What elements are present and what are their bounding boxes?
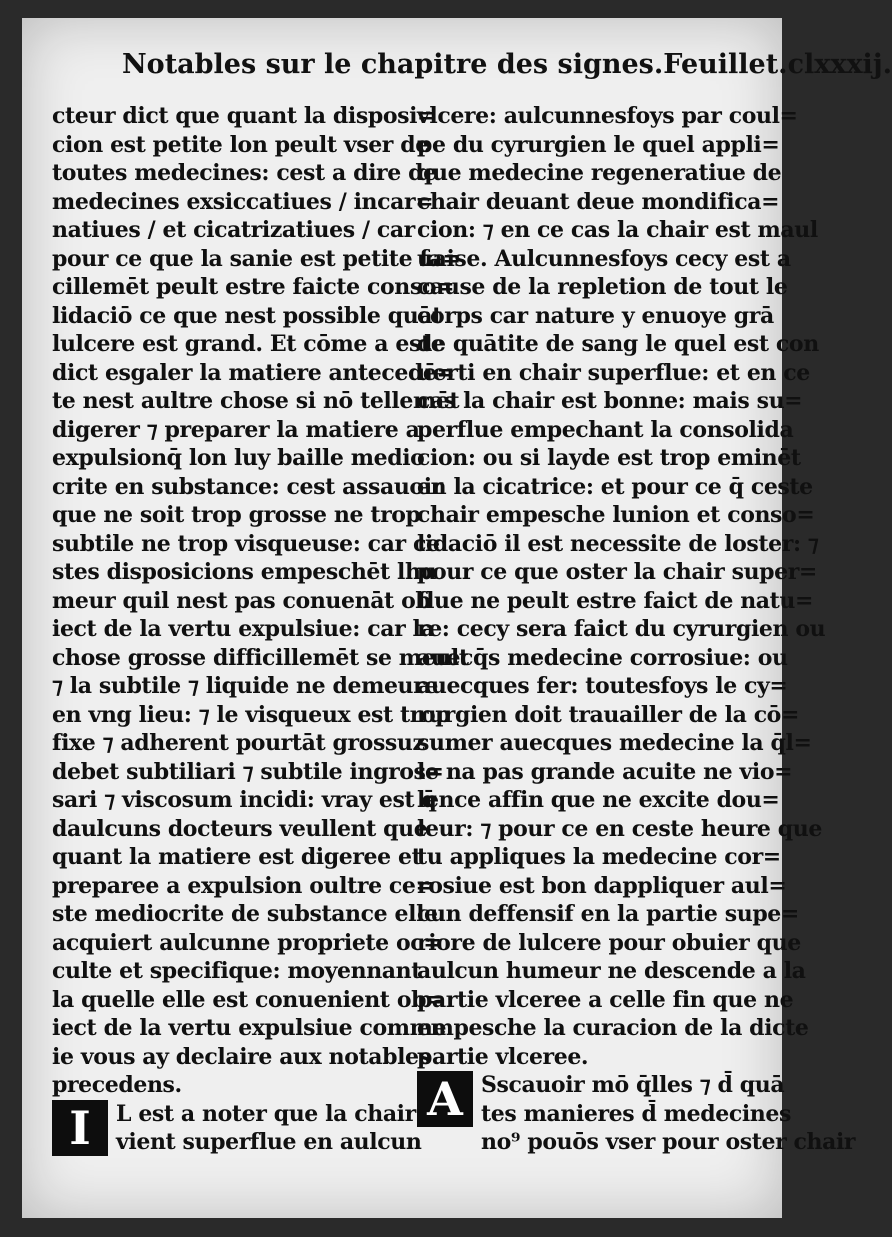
- text-line: cas la chair est bonne: mais su=: [417, 388, 803, 414]
- text-line: L est a noter que la chair: [116, 1100, 416, 1127]
- text-line: auecq̄s medecine corrosiue: ou: [417, 644, 788, 671]
- decorated-initial-i: I: [52, 1100, 108, 1156]
- text-line: lidaciō ce que nest possible quāt: [52, 302, 442, 329]
- text-line: uerti en chair superflue: et en ce: [417, 359, 810, 386]
- text-line: digerer ⁊ preparer la matiere a: [52, 416, 420, 443]
- text-line: ⁊ la subtile ⁊ liquide ne demeure: [52, 673, 438, 699]
- text-line: expulsionq̄ lon luy baille medio: [52, 445, 425, 471]
- text-line: lulcere est grand. Et cōme a este: [52, 331, 445, 357]
- text-line: acquiert aulcunne propriete oc=: [52, 929, 442, 956]
- text-line: corps car nature y enuoye grā: [417, 302, 774, 329]
- text-line: cion: ou si layde est trop eminēt: [417, 445, 801, 471]
- text-line: crite en substance: cest assauoir: [52, 473, 443, 500]
- text-line: ste mediocrite de substance elle: [52, 901, 438, 927]
- text-line: cun deffensif en la partie supe=: [417, 901, 799, 927]
- text-line: chair empesche lunion et conso=: [417, 502, 815, 528]
- text-line: que medecine regeneratiue de: [417, 160, 782, 186]
- text-line: empesche la curacion de la dicte: [417, 1015, 809, 1041]
- decorated-initial-a: A: [417, 1071, 473, 1127]
- running-header: [122, 36, 892, 92]
- text-line: stes disposicions empeschēt lhu: [52, 559, 437, 585]
- right-text-column: [417, 102, 856, 1155]
- text-line: que ne soit trop grosse ne trop: [52, 502, 421, 528]
- text-line: meur quil nest pas conuenāt ob: [52, 587, 431, 614]
- left-initial-paragraph: [52, 1100, 422, 1157]
- text-line: dict esgaler la matiere antecedē=: [52, 359, 455, 386]
- folio-number: Feuillet.clxxxij.: [663, 48, 892, 80]
- text-line: lidaciō il est necessite de loster: ⁊: [417, 530, 819, 557]
- text-line: en la cicatrice: et pour ce q̄ ceste: [417, 473, 813, 500]
- text-line: chair deuant deue mondifica=: [417, 188, 780, 215]
- text-line: cion est petite lon peult vser de: [52, 131, 429, 158]
- text-line: uaise. Aulcunnesfoys cecy est a: [417, 245, 791, 272]
- text-line: cteur dict que quant la disposi=: [52, 103, 436, 129]
- text-line: en vng lieu: ⁊ le visqueux est trop: [52, 701, 451, 728]
- text-line: Sscauoir mō q̄lles ⁊ d̄ quā: [481, 1072, 785, 1098]
- text-line: iect de la vertu expulsiue comme: [52, 1015, 447, 1041]
- text-line: rurgien doit trauailler de la cō=: [417, 701, 799, 728]
- text-line: sumer auecques medecine la q̄l=: [417, 730, 812, 756]
- text-line: fixe ⁊ adherent pourtāt grossuz: [52, 730, 425, 756]
- text-line: auecques fer: toutesfoys le cy=: [417, 673, 788, 699]
- text-line: lence affin que ne excite dou=: [417, 787, 780, 813]
- left-initial-lines: [116, 1100, 421, 1157]
- text-line: natiues / et cicatrizatiues / car: [52, 217, 415, 243]
- text-line: preparee a expulsion oultre ce=: [52, 872, 434, 899]
- text-line: re: cecy sera faict du cyrurgien ou: [417, 616, 826, 642]
- text-line: tu appliques la medecine cor=: [417, 844, 781, 870]
- text-line: no⁹ pouōs vser pour oster chair: [481, 1129, 856, 1155]
- text-line: te nest aultre chose si nō tellemēt: [52, 388, 460, 414]
- text-line: culte et specifique: moyennant: [52, 958, 422, 984]
- right-initial-lines: [481, 1071, 856, 1155]
- text-line: tes manieres d̄ medecines: [481, 1100, 791, 1127]
- text-line: la quelle elle est conuenient ob=: [52, 986, 445, 1013]
- text-line: cause de la repletion de tout le: [417, 274, 788, 300]
- text-line: partie vlceree.: [417, 1043, 589, 1070]
- text-line: flue ne peult estre faict de natu=: [417, 587, 814, 614]
- text-line: daulcuns docteurs veullent que: [52, 815, 428, 842]
- text-line: vient superflue en aulcun: [116, 1129, 422, 1155]
- text-line: precedens.: [52, 1072, 182, 1098]
- left-column-lines: [52, 102, 469, 1100]
- text-line: vlcere: aulcunnesfoys par coul=: [417, 103, 798, 129]
- right-column-lines: [417, 102, 826, 1071]
- text-line: le na pas grande acuite ne vio=: [417, 758, 793, 785]
- left-text-column: [52, 102, 469, 1157]
- text-line: subtile ne trop visqueuse: car ce: [52, 530, 440, 557]
- book-page: [22, 18, 892, 1218]
- text-line: chose grosse difficillemēt se meult: [52, 644, 469, 671]
- text-line: sari ⁊ viscosum incidi: vray est q̄: [52, 787, 437, 813]
- text-line: cion: ⁊ en ce cas la chair est maul: [417, 217, 818, 243]
- text-line: de quātite de sang le quel est con: [417, 331, 819, 357]
- text-line: medecines exsiccatiues / incar=: [52, 188, 434, 215]
- text-line: quant la matiere est digeree et: [52, 844, 422, 870]
- text-line: partie vlceree a celle fin que ne: [417, 986, 794, 1013]
- text-line: ie vous ay declaire aux notables: [52, 1043, 431, 1070]
- text-line: cillemēt peult estre faicte conso=: [52, 274, 455, 300]
- text-line: iect de la vertu expulsiue: car la: [52, 616, 435, 642]
- text-line: pour ce que oster la chair super=: [417, 559, 817, 585]
- text-line: riore de lulcere pour obuier que: [417, 929, 801, 956]
- running-title: Notables sur le chapitre des signes.: [122, 48, 664, 80]
- text-line: leur: ⁊ pour ce en ceste heure que: [417, 815, 822, 842]
- text-line: debet subtiliari ⁊ subtile ingros=: [52, 758, 444, 785]
- text-line: perflue empechant la consolida: [417, 416, 794, 443]
- text-line: pour ce que la sanie est petite fa=: [52, 245, 461, 272]
- text-line: rosiue est bon dappliquer aul=: [417, 872, 787, 899]
- text-line: pe du cyrurgien le quel appli=: [417, 131, 780, 158]
- right-initial-paragraph: [417, 1071, 856, 1155]
- text-line: toutes medecines: cest a dire de: [52, 160, 437, 186]
- text-line: aulcun humeur ne descende a la: [417, 958, 806, 984]
